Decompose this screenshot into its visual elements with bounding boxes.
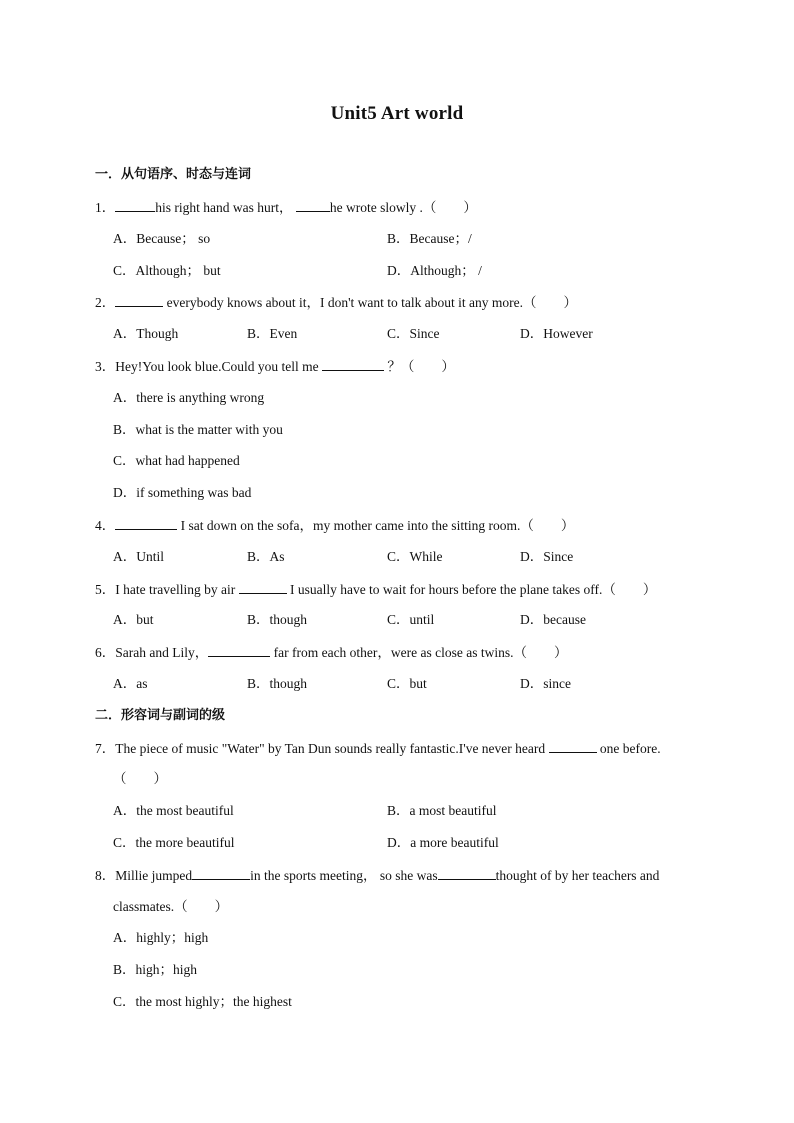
question-7: [95, 739, 661, 758]
question-text-continued: classmates.（ ）: [113, 899, 229, 914]
question-text: he wrote slowly .（ ）: [329, 200, 477, 215]
option-d[interactable]: D．However: [520, 326, 593, 341]
answer-blank[interactable]: [192, 866, 250, 880]
question-number: 5．: [95, 582, 116, 597]
option-c[interactable]: C．Although； but: [113, 263, 221, 278]
question-1: [95, 198, 477, 217]
option-b[interactable]: B．As: [247, 549, 285, 564]
option-c[interactable]: C．until: [387, 612, 435, 627]
question-text: I hate travelling by air: [115, 582, 239, 597]
option-c[interactable]: C．what had happened: [113, 453, 240, 468]
question-text: thought of by her teachers and: [495, 868, 660, 883]
option-c[interactable]: C．While: [387, 549, 443, 564]
question-5: [95, 580, 656, 599]
question-text: one before.: [596, 741, 661, 756]
question-text: The piece of music "Water" by Tan Dun sounds really fantastic.I've never heard: [115, 741, 549, 756]
answer-blank[interactable]: [438, 866, 496, 880]
question-number: 3．: [95, 359, 116, 374]
option-a[interactable]: A．there is anything wrong: [113, 390, 265, 405]
question-number: 4．: [95, 518, 116, 533]
option-b[interactable]: B．a most beautiful: [387, 803, 497, 818]
question-2: [95, 293, 577, 312]
answer-blank[interactable]: [549, 739, 597, 753]
option-d[interactable]: D．since: [520, 676, 571, 691]
option-d[interactable]: D．a more beautiful: [387, 835, 499, 850]
question-number: 8．: [95, 868, 116, 883]
question-text: his right hand was hurt，: [155, 200, 293, 215]
question-6: [95, 643, 568, 662]
question-3: [95, 357, 455, 376]
question-text: in the sports meeting， so she was: [250, 868, 438, 883]
question-text: Sarah and Lily，: [115, 645, 209, 660]
question-text: I usually have to wait for hours before the plane takes off.（ ）: [286, 582, 657, 597]
question-number: 1．: [95, 200, 116, 215]
question-8: [95, 866, 659, 885]
option-d[interactable]: D．if something was bad: [113, 485, 252, 500]
option-b[interactable]: B．Because；/: [387, 231, 472, 246]
question-number: 6．: [95, 645, 116, 660]
answer-blank[interactable]: [115, 516, 177, 530]
option-d[interactable]: D．Since: [520, 549, 574, 564]
question-4: [95, 516, 574, 535]
option-b[interactable]: B．though: [247, 676, 308, 691]
option-c[interactable]: C．the most highly；the highest: [113, 994, 292, 1009]
option-a[interactable]: A．Until: [113, 549, 165, 564]
answer-blank[interactable]: [239, 580, 287, 594]
section-heading-1: 一．从句语序、时态与连词: [95, 167, 252, 182]
option-b[interactable]: B．Even: [247, 326, 298, 341]
question-text: I sat down on the sofa，my mother came into the sitting room.（ ）: [177, 518, 575, 533]
answer-blank[interactable]: [115, 293, 163, 307]
answer-blank[interactable]: [296, 198, 330, 212]
question-text: Millie jumped: [115, 868, 193, 883]
option-d[interactable]: D．because: [520, 612, 586, 627]
option-a[interactable]: A．Because； so: [113, 231, 211, 246]
section-heading-2: 二．形容词与副词的级: [95, 708, 226, 723]
question-number: 7．: [95, 741, 116, 756]
option-b[interactable]: B．though: [247, 612, 308, 627]
answer-blank[interactable]: [115, 198, 155, 212]
option-a[interactable]: A．as: [113, 676, 148, 691]
page-title: Unit5 Art world: [330, 103, 464, 124]
option-c[interactable]: C．Since: [387, 326, 440, 341]
answer-paren: （ ）: [113, 771, 167, 786]
option-c[interactable]: C．but: [387, 676, 427, 691]
option-a[interactable]: A．but: [113, 612, 154, 627]
answer-blank[interactable]: [322, 357, 384, 371]
option-d[interactable]: D．Although； /: [387, 263, 482, 278]
option-a[interactable]: A．Though: [113, 326, 179, 341]
option-c[interactable]: C．the more beautiful: [113, 835, 235, 850]
option-a[interactable]: A．the most beautiful: [113, 803, 234, 818]
question-text: Hey!You look blue.Could you tell me: [115, 359, 322, 374]
question-text: far from each other，were as close as twins.（ ）: [270, 645, 568, 660]
option-b[interactable]: B．high；high: [113, 962, 198, 977]
answer-blank[interactable]: [208, 643, 270, 657]
option-b[interactable]: B．what is the matter with you: [113, 422, 283, 437]
question-text: ？（ ）: [384, 359, 455, 374]
question-number: 2．: [95, 295, 116, 310]
option-a[interactable]: A．highly；high: [113, 930, 209, 945]
question-text: everybody knows about it，I don't want to talk about it any more.（ ）: [163, 295, 577, 310]
